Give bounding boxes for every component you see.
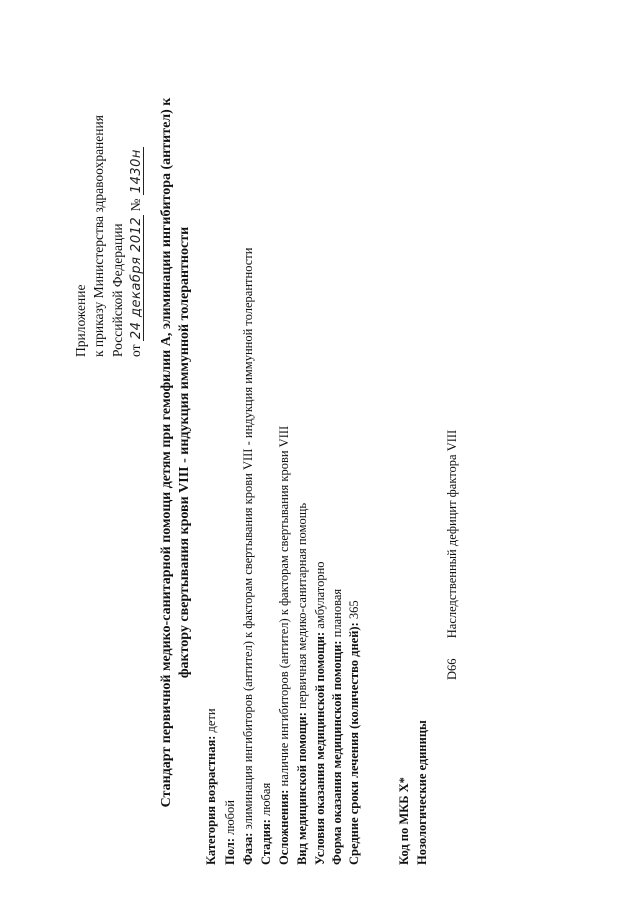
document-title-line-1: Стандарт первичной медико-санитарной помощи детям при гемофилии А, элиминации ингибитора (антител) к: [159, 97, 174, 808]
number-prefix: №: [128, 198, 143, 212]
icd-name: Наследственный дефицит фактора VIII: [445, 429, 459, 639]
handwritten-number: 1430н: [129, 149, 144, 194]
param-duration: Средние сроки лечения (количество дней): 365: [347, 600, 361, 865]
param-phase: Фаза: элиминация ингибиторов (антител) к факторам свертывания крови VIII - индукция иммунной толерантности: [241, 247, 255, 865]
icd-row: [446, 430, 459, 680]
param-care-form: Форма оказания медицинской помощи: плановая: [330, 588, 344, 865]
param-stage: Стадия: любая: [259, 782, 273, 865]
icd-code-label: Код по МКБ X*: [397, 777, 411, 865]
handwritten-date: 24 декабря 2012: [129, 216, 144, 340]
param-sex: Пол: любой: [223, 800, 237, 865]
appendix-line-3: Российской Федерации: [110, 223, 125, 357]
param-age: Категория возрастная: дети: [204, 708, 218, 865]
param-complications: Осложнения: наличие ингибиторов (антител) к факторам свертывания крови VIII: [277, 425, 291, 865]
date-prefix: от: [128, 344, 143, 357]
appendix-line-2: к приказу Министерства здравоохранения: [91, 115, 106, 357]
nosology-units-label: Нозологические единицы: [415, 720, 429, 865]
document-title-line-2: фактору свертывания крови VIII - индукция иммунной толерантности: [177, 226, 192, 679]
appendix-date-line: [129, 147, 144, 357]
icd-code: D66: [445, 658, 459, 680]
param-care-type: Вид медицинской помощи: первичная медико-санитарная помощь: [295, 502, 309, 865]
appendix-line-1: Приложение: [73, 284, 88, 357]
param-care-conditions: Условия оказания медицинской помощи: амбулаторно: [313, 561, 327, 865]
